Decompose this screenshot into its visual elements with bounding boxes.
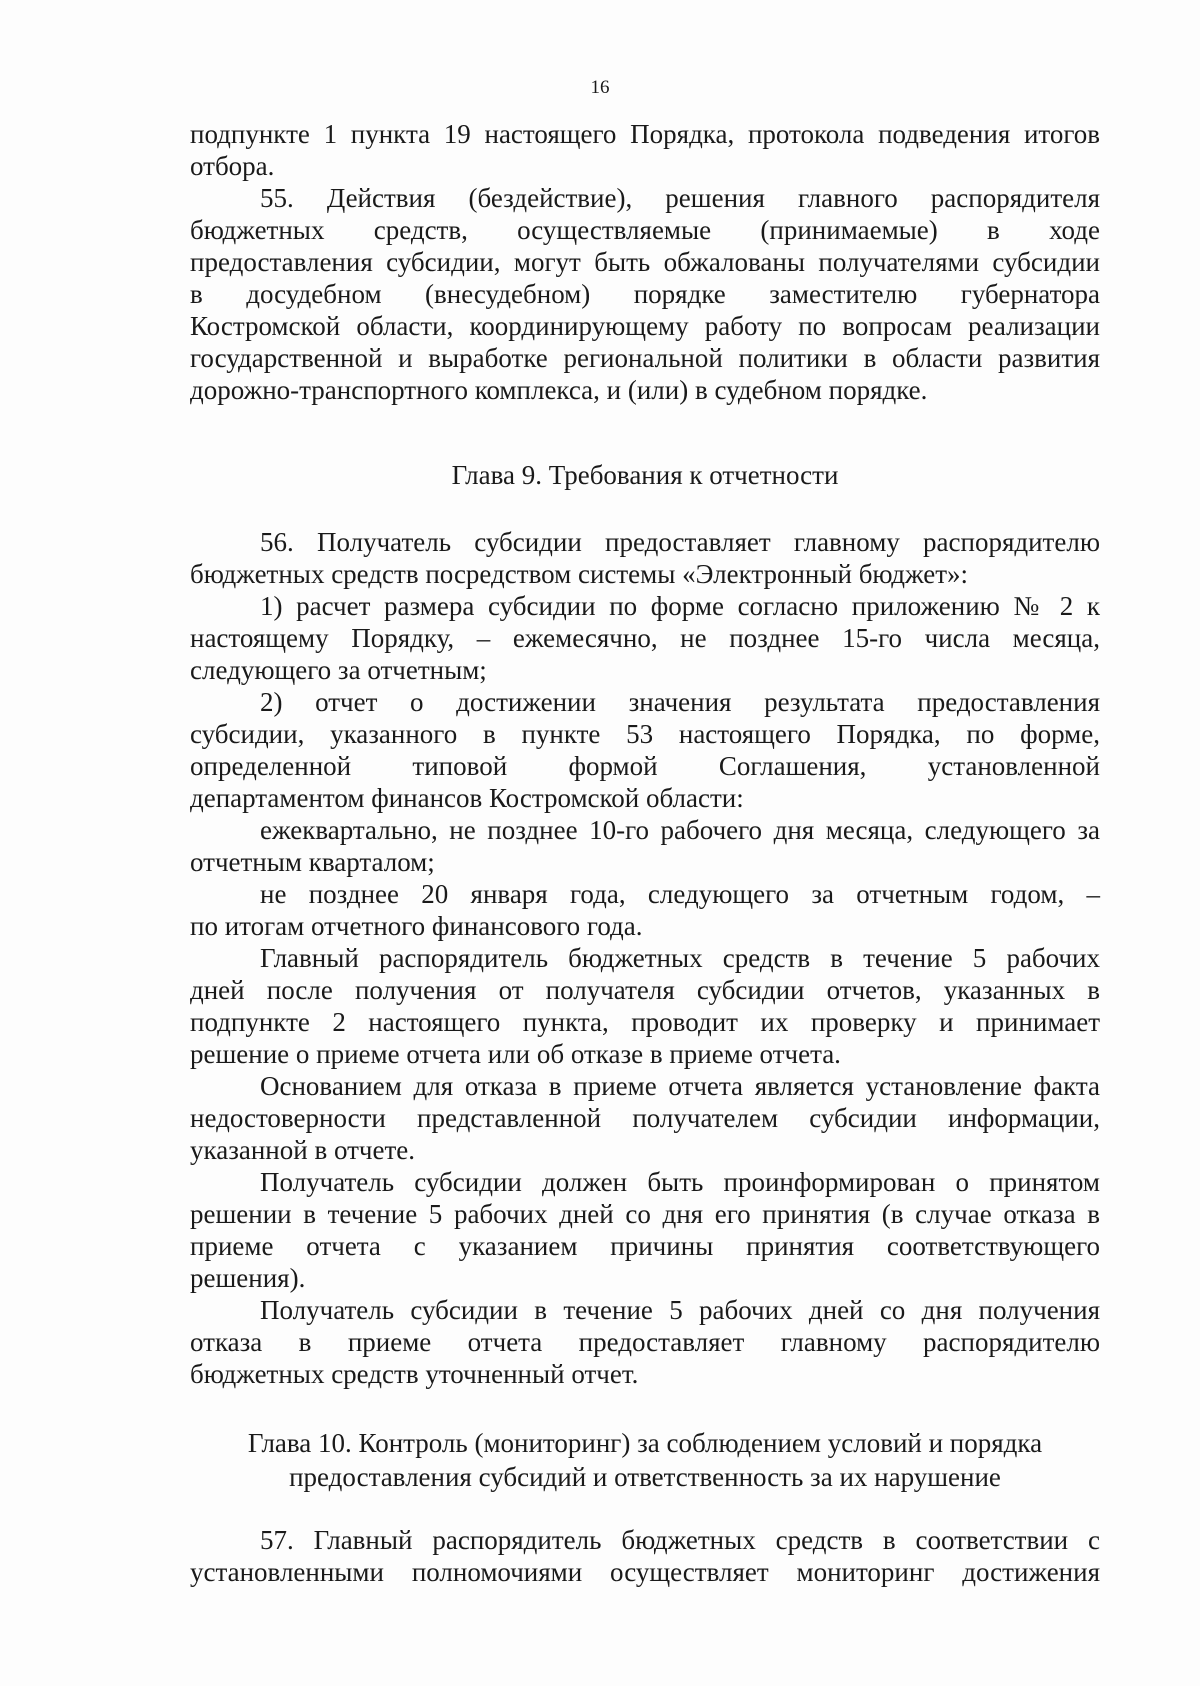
text-line: Основанием для отказа в приеме отчета является установление факта [260, 1071, 1100, 1101]
text-line: в досудебном (внесудебном) порядке заместителю губернатора [190, 279, 1100, 309]
text-line: государственной и выработке региональной политики в области развития [190, 343, 1100, 373]
text-line: 57. Главный распорядитель бюджетных средств в соответствии с [260, 1525, 1100, 1555]
text-line: определенной типовой формой Соглашения, установленной [190, 751, 1100, 781]
text-line: бюджетных средств посредством системы «Электронный бюджет»: [190, 559, 969, 589]
text-line: установленными полномочиями осуществляет мониторинг достижения [190, 1557, 1100, 1587]
text-line: Главный распорядитель бюджетных средств в течение 5 рабочих [260, 943, 1100, 973]
text-line: бюджетных средств, осуществляемые (принимаемые) в ходе [190, 215, 1100, 245]
text-line: департаментом финансов Костромской области: [190, 783, 744, 813]
text-block-chapter-10 [190, 1524, 1100, 1588]
text-line: 2) отчет о достижении значения результата предоставления [260, 687, 1100, 717]
text-line: отбора. [190, 151, 275, 181]
text-line: 1) расчет размера субсидии по форме согласно приложению № 2 к [260, 591, 1100, 621]
text-block-chapter-9 [190, 526, 1100, 1390]
text-line: ежеквартально, не позднее 10-го рабочего дня месяца, следующего за [260, 815, 1100, 845]
text-line: бюджетных средств уточненный отчет. [190, 1359, 639, 1389]
text-line: не позднее 20 января года, следующего за отчетным годом, – [260, 879, 1100, 909]
chapter-9-heading: Глава 9. Требования к отчетности [451, 460, 839, 490]
text-line: указанной в отчете. [190, 1135, 415, 1165]
text-line: Костромской области, координирующему работу по вопросам реализации [190, 311, 1100, 341]
text-line: по итогам отчетного финансового года. [190, 911, 643, 941]
page-number: 16 [590, 77, 610, 98]
text-line: решение о приеме отчета или об отказе в приеме отчета. [190, 1039, 841, 1069]
text-line: субсидии, указанного в пункте 53 настоящего Порядка, по форме, [190, 719, 1100, 749]
chapter-10-heading [190, 1426, 1100, 1494]
text-line: дней после получения от получателя субсидии отчетов, указанных в [190, 975, 1100, 1005]
text-line: 55. Действия (бездействие), решения главного распорядителя [260, 183, 1100, 213]
text-line: решения). [190, 1263, 306, 1293]
text-block-intro [190, 118, 1100, 406]
text-line: отказа в приеме отчета предоставляет главному распорядителю [190, 1327, 1100, 1357]
text-line: подпункте 1 пункта 19 настоящего Порядка, протокола подведения итогов [190, 119, 1100, 149]
text-line: решении в течение 5 рабочих дней со дня его принятия (в случае отказа в [190, 1199, 1100, 1229]
text-line: следующего за отчетным; [190, 655, 487, 685]
text-line: настоящему Порядку, – ежемесячно, не позднее 15-го числа месяца, [190, 623, 1100, 653]
text-line: приеме отчета с указанием причины принятия соответствующего [190, 1231, 1100, 1261]
text-line: Получатель субсидии должен быть проинформирован о принятом [260, 1167, 1100, 1197]
chapter-10-heading-line: Глава 10. Контроль (мониторинг) за соблюдением условий и порядка [247, 1428, 1043, 1458]
text-line: предоставления субсидии, могут быть обжалованы получателями субсидии [190, 247, 1100, 277]
text-line: дорожно-транспортного комплекса, и (или) в судебном порядке. [190, 375, 928, 405]
text-line: отчетным кварталом; [190, 847, 435, 877]
text-line: подпункте 2 настоящего пункта, проводит их проверку и принимает [190, 1007, 1100, 1037]
text-line: Получатель субсидии в течение 5 рабочих дней со дня получения [260, 1295, 1100, 1325]
chapter-10-heading-line: предоставления субсидий и ответственность за их нарушение [289, 1462, 1001, 1492]
text-line: 56. Получатель субсидии предоставляет главному распорядителю [260, 527, 1100, 557]
text-line: недостоверности представленной получателем субсидии информации, [190, 1103, 1100, 1133]
